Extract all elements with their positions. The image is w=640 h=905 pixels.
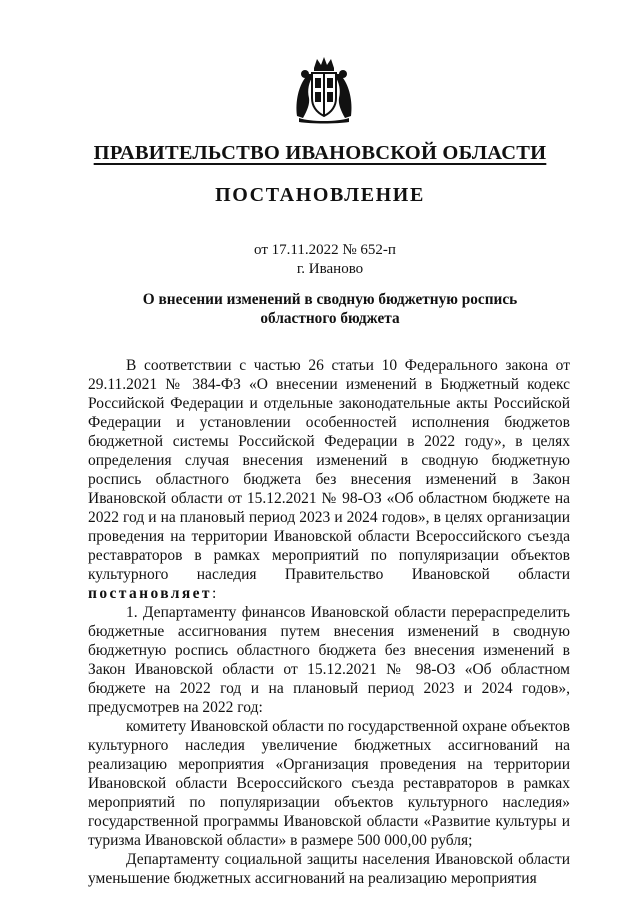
document-city: г. Иваново — [296, 261, 364, 277]
preamble-paragraph: В соответствии с частью 26 статьи 10 Федерального закона от 29.11.2021 № 384-ФЗ «О внесении изменений в Бюджетный кодекс Российской Федерации и отдельные законодательные акты Российской Федерации и установлении особенностей исполнения бюджетов бюджетной системы Российской Федерации в 2022 году», в целях определения случая внесения изменений в сводную бюджетную роспись областного бюджета без внесения изменений в Закон Ивановской области от 15.12.2021 № 98-ОЗ «Об областном бюджете на 2022 год и на плановый период 2023 и 2024 годов», в целях организации проведения на территории Ивановской области Всероссийского съезда реставраторов в рамках мероприятий по популяризации объектов культурного наследия Правительство Ивановской области постановляет: — [88, 357, 570, 602]
coat-of-arms-icon — [293, 56, 355, 124]
decree-word: постановляет — [88, 585, 212, 602]
organization-name: ПРАВИТЕЛЬСТВО ИВАНОВСКОЙ ОБЛАСТИ — [93, 142, 547, 164]
document-title: О внесении изменений в сводную бюджетную роспись областного бюджета — [142, 291, 518, 327]
preamble-text: В соответствии с частью 26 статьи 10 Федерального закона от 29.11.2021 № 384-ФЗ «О внесении изменений в Бюджетный кодекс Российской Федерации и отдельные законодательные акты Российской Федерации и установлении особенностей исполнения бюджетов бюджетной системы Российской Федерации в 2022 году», в целях определения случая внесения изменений в сводную бюджетную роспись областного бюджета без внесения изменений в Закон Ивановской области от 15.12.2021 № 98-ОЗ «Об областном бюджете на 2022 год и на плановый период 2023 и 2024 годов», в целях организации проведения на территории Ивановской области Всероссийского съезда реставраторов в рамках мероприятий по популяризации объектов культурного наследия Правительство Ивановской области — [88, 357, 570, 583]
document-date-number: от 17.11.2022 № 652-п — [254, 242, 396, 258]
item-1-department-paragraph: Департаменту социальной защиты населения Ивановской области уменьшение бюджетных ассигнований на реализацию мероприятия — [88, 851, 570, 887]
document-type: ПОСТАНОВЛЕНИЕ — [215, 184, 425, 206]
document-body — [88, 356, 570, 888]
item-1-paragraph: 1. Департаменту финансов Ивановской области перераспределить бюджетные ассигнования путем внесения изменений в сводную бюджетную роспись областного бюджета без внесения изменений в Закон Ивановской области от 15.12.2021 № 98-ОЗ «Об областном бюджете на 2022 год и на плановый период 2023 и 2024 годов», предусмотрев на 2022 год: — [88, 604, 570, 716]
item-1-committee-paragraph: комитету Ивановской области по государственной охране объектов культурного наследия увеличение бюджетных ассигнований на реализацию мероприятия «Организация проведения на территории Ивановской области Всероссийского съезда реставраторов в рамках мероприятий по популяризации объектов культурного наследия» государственной программы Ивановской области «Развитие культуры и туризма Ивановской области» в размере 500 000,00 рубля; — [88, 718, 571, 849]
